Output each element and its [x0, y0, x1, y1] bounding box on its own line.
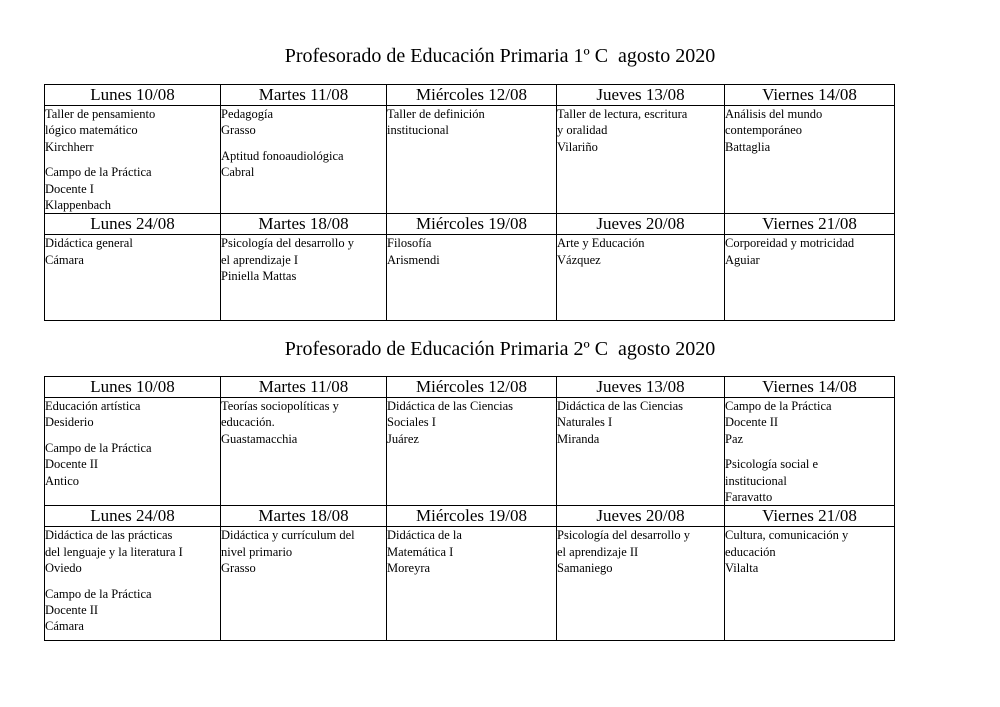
class-entry-line: Docente I — [45, 181, 94, 196]
day-header-row — [45, 506, 895, 527]
day-cell — [45, 235, 221, 321]
class-entry — [45, 235, 220, 268]
day-cell — [557, 106, 725, 214]
class-entry — [725, 456, 894, 505]
day-cell — [387, 398, 557, 506]
schedule-table-1c — [44, 84, 895, 321]
class-entry — [557, 235, 724, 268]
class-entry-line: Aptitud fonoaudiológica — [221, 148, 344, 163]
class-entry-line: Psicología del desarrollo y — [221, 236, 354, 251]
class-entry — [387, 235, 556, 268]
class-entry-line: Taller de pensamiento — [45, 107, 156, 121]
class-entry — [387, 527, 556, 576]
class-entry — [725, 527, 894, 576]
class-entry-line: Cabral — [221, 165, 255, 180]
day-header: Lunes 10/08 — [45, 377, 221, 398]
class-entry-line: Klappenbach — [45, 198, 111, 213]
class-entry-line: Aguiar — [725, 252, 760, 267]
class-entry-line: Naturales I — [557, 415, 613, 430]
class-entry — [221, 106, 386, 139]
class-entry-line: Kirchherr — [45, 139, 94, 154]
day-header: Viernes 21/08 — [725, 506, 895, 527]
day-cell — [725, 235, 895, 321]
class-entry-line: Sociales I — [387, 415, 436, 430]
class-entry-line: Campo de la Práctica — [45, 586, 152, 601]
day-header: Lunes 24/08 — [45, 214, 221, 235]
day-cell — [725, 398, 895, 506]
class-entry — [725, 235, 894, 268]
class-entry-line: Grasso — [221, 123, 256, 138]
subjects-row — [45, 235, 895, 321]
day-cell — [221, 527, 387, 641]
day-header: Martes 11/08 — [221, 85, 387, 106]
class-entry-line: Didáctica de las Ciencias — [557, 399, 683, 413]
class-entry — [45, 527, 220, 576]
class-entry-line: Didáctica general — [45, 236, 133, 251]
day-header-row — [45, 214, 895, 235]
class-entry — [221, 148, 386, 181]
class-entry-line: Taller de lectura, escritura — [557, 107, 688, 121]
class-entry-line: educación. — [221, 415, 275, 430]
class-entry-line: Didáctica de las prácticas — [45, 528, 173, 543]
day-cell — [557, 398, 725, 506]
class-entry-line: Psicología social e — [725, 457, 819, 472]
class-entry — [45, 440, 220, 489]
class-entry — [221, 235, 386, 284]
class-entry-line: Docente II — [45, 457, 99, 472]
class-entry — [387, 398, 556, 447]
class-entry-line: Moreyra — [387, 561, 431, 576]
class-entry-line: Educación artística — [45, 399, 141, 413]
class-entry — [221, 398, 386, 447]
day-header-row — [45, 85, 895, 106]
day-header: Jueves 13/08 — [557, 377, 725, 398]
class-entry-line: Cámara — [45, 619, 84, 634]
day-cell — [387, 106, 557, 214]
class-entry — [45, 106, 220, 155]
day-header: Miércoles 12/08 — [387, 85, 557, 106]
class-entry-line: Piniella Mattas — [221, 269, 297, 284]
class-entry — [725, 398, 894, 447]
class-entry-line: Campo de la Práctica — [45, 440, 152, 455]
day-cell — [557, 527, 725, 641]
class-entry-line: Desiderio — [45, 415, 94, 430]
day-header: Lunes 24/08 — [45, 506, 221, 527]
day-header: Martes 11/08 — [221, 377, 387, 398]
day-cell — [725, 527, 895, 641]
day-header: Viernes 14/08 — [725, 85, 895, 106]
day-cell — [45, 527, 221, 641]
day-cell — [45, 106, 221, 214]
day-header-row — [45, 377, 895, 398]
class-entry — [45, 398, 220, 431]
class-entry-line: Cultura, comunicación y — [725, 528, 849, 543]
class-entry-line: Vázquez — [557, 252, 601, 267]
class-entry-line: Pedagogía — [221, 107, 274, 121]
class-entry-line: Docente II — [45, 603, 99, 618]
schedule-title-2c: Profesorado de Educación Primaria 2º C agosto 2020 — [284, 338, 716, 360]
day-cell — [221, 235, 387, 321]
day-cell — [387, 235, 557, 321]
class-entry-line: Paz — [725, 431, 744, 446]
day-header: Miércoles 19/08 — [387, 214, 557, 235]
class-entry-line: Vilalta — [725, 561, 759, 576]
subjects-row — [45, 527, 895, 641]
day-cell — [725, 106, 895, 214]
day-header: Miércoles 19/08 — [387, 506, 557, 527]
class-entry-line: Matemática I — [387, 544, 454, 559]
class-entry-line: institucional — [725, 473, 787, 488]
class-entry-line: educación — [725, 544, 776, 559]
class-entry-line: Guastamacchia — [221, 431, 298, 446]
class-entry — [45, 164, 220, 213]
class-entry-line: Antico — [45, 473, 80, 488]
day-cell — [221, 398, 387, 506]
class-entry-line: Miranda — [557, 431, 600, 446]
class-entry-line: del lenguaje y la literatura I — [45, 544, 183, 559]
class-entry-line: Arismendi — [387, 252, 440, 267]
class-entry-line: Cámara — [45, 252, 84, 267]
class-entry-line: Didáctica de las Ciencias — [387, 399, 513, 413]
class-entry — [557, 106, 724, 155]
day-header: Lunes 10/08 — [45, 85, 221, 106]
schedule-table-2c — [44, 376, 895, 641]
day-header: Viernes 21/08 — [725, 214, 895, 235]
day-cell — [45, 398, 221, 506]
class-entry-line: y oralidad — [557, 123, 608, 138]
class-entry-line: contemporáneo — [725, 123, 803, 138]
subjects-row — [45, 106, 895, 214]
class-entry-line: Oviedo — [45, 561, 82, 576]
class-entry-line: el aprendizaje I — [221, 252, 299, 267]
class-entry — [557, 398, 724, 447]
class-entry-line: Corporeidad y motricidad — [725, 236, 855, 251]
day-header: Miércoles 12/08 — [387, 377, 557, 398]
class-entry-line: Docente II — [725, 415, 779, 430]
schedule-title-1c: Profesorado de Educación Primaria 1º C agosto 2020 — [284, 45, 716, 67]
class-entry-line: lógico matemático — [45, 123, 138, 138]
day-header: Martes 18/08 — [221, 506, 387, 527]
class-entry-line: Teorías sociopolíticas y — [221, 399, 339, 413]
class-entry — [387, 106, 556, 139]
class-entry-line: Vilariño — [557, 139, 598, 154]
class-entry-line: Faravatto — [725, 490, 773, 505]
day-header: Jueves 20/08 — [557, 214, 725, 235]
class-entry — [725, 106, 894, 155]
class-entry-line: Campo de la Práctica — [725, 399, 832, 413]
class-entry — [557, 527, 724, 576]
day-header: Martes 18/08 — [221, 214, 387, 235]
class-entry-line: Didáctica de la — [387, 528, 462, 543]
class-entry-line: Juárez — [387, 431, 419, 446]
class-entry-line: Didáctica y currículum del — [221, 528, 355, 543]
day-header: Jueves 20/08 — [557, 506, 725, 527]
class-entry-line: el aprendizaje II — [557, 544, 639, 559]
day-cell — [387, 527, 557, 641]
day-cell — [221, 106, 387, 214]
day-cell — [557, 235, 725, 321]
class-entry-line: Taller de definición — [387, 107, 485, 121]
day-header: Viernes 14/08 — [725, 377, 895, 398]
class-entry-line: Samaniego — [557, 561, 613, 576]
class-entry-line: Análisis del mundo — [725, 107, 823, 121]
class-entry — [221, 527, 386, 576]
class-entry-line: Campo de la Práctica — [45, 165, 152, 180]
class-entry-line: Psicología del desarrollo y — [557, 528, 690, 543]
class-entry — [45, 586, 220, 635]
class-entry-line: Grasso — [221, 561, 256, 576]
class-entry-line: Arte y Educación — [557, 236, 645, 251]
subjects-row — [45, 398, 895, 506]
class-entry-line: nivel primario — [221, 544, 293, 559]
class-entry-line: Filosofía — [387, 236, 432, 251]
day-header: Jueves 13/08 — [557, 85, 725, 106]
class-entry-line: Battaglia — [725, 139, 771, 154]
class-entry-line: institucional — [387, 123, 449, 138]
